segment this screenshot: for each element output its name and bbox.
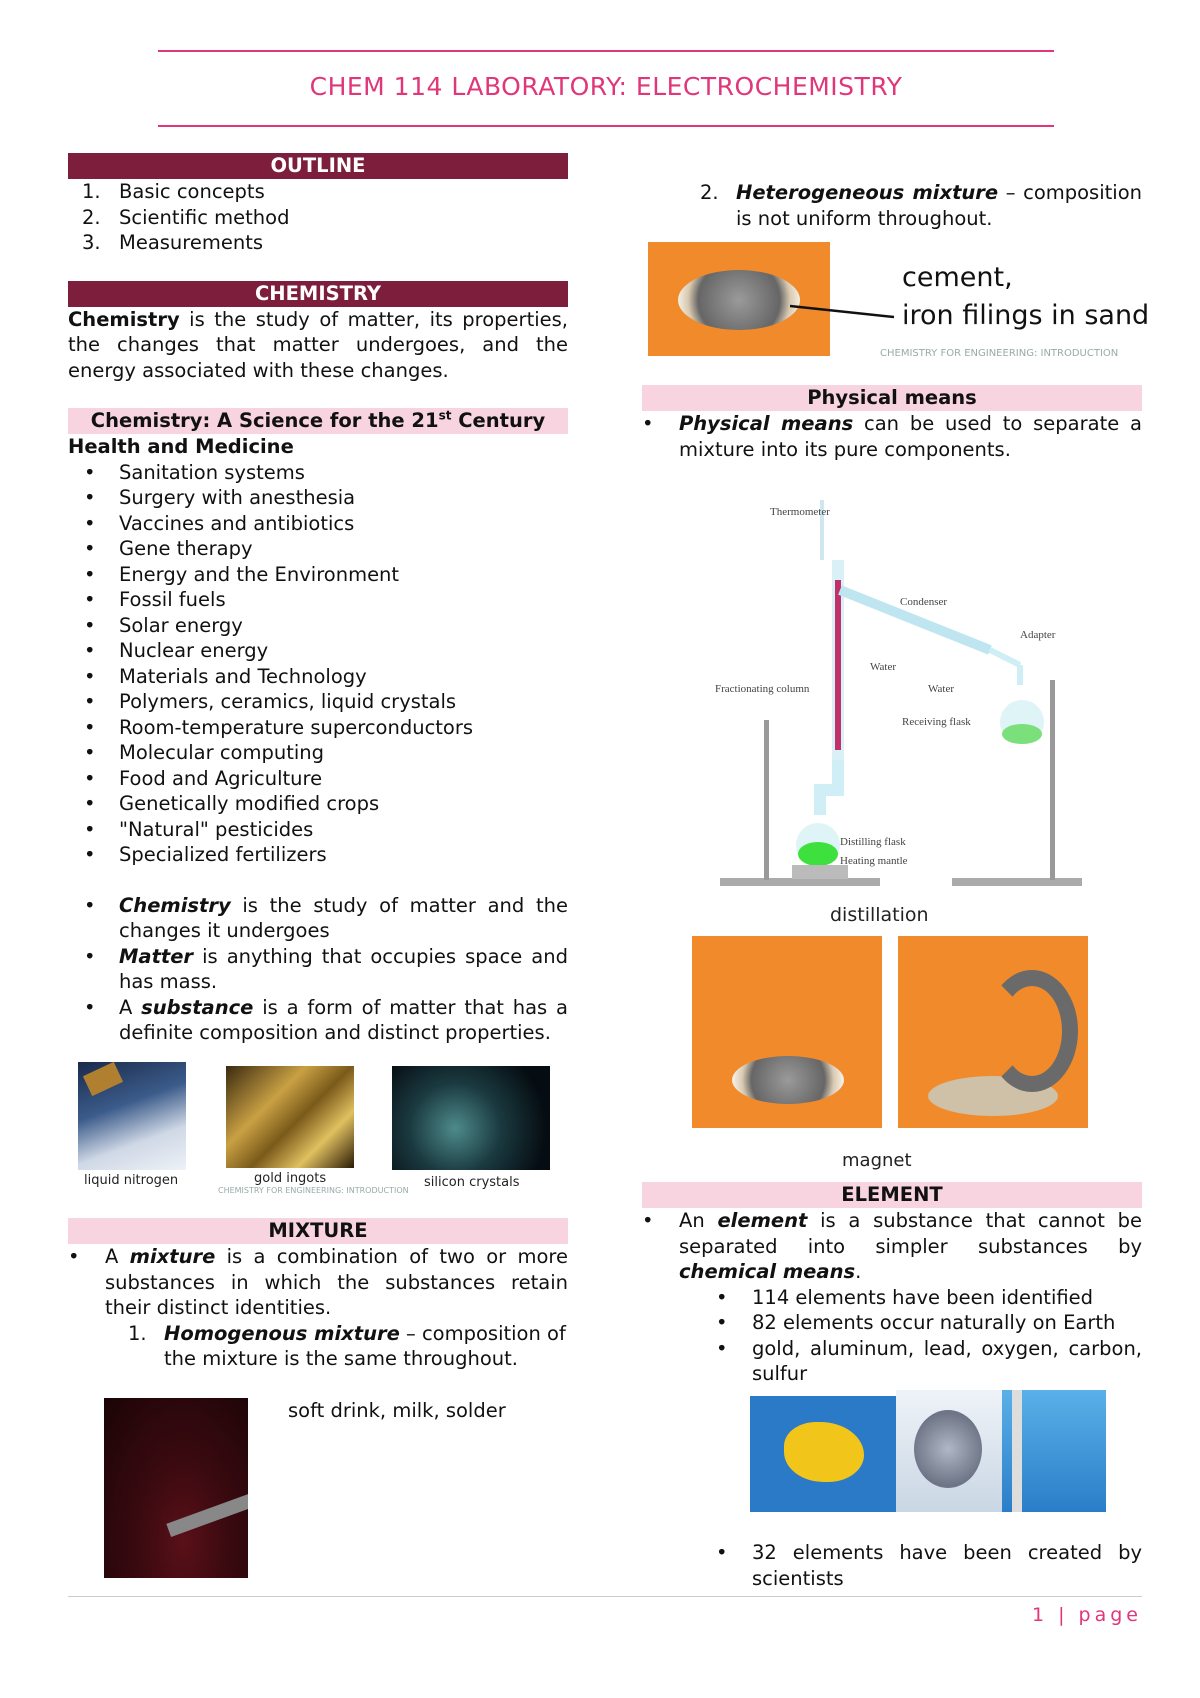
list-item: • gold, aluminum, lead, oxygen, carbon, sulfur [716, 1336, 1142, 1385]
page-title: CHEM 114 LABORATORY: ELECTROCHEMISTRY [309, 72, 903, 101]
definition-item: • A substance is a form of matter that has a definite composition and distinct properties. [68, 995, 568, 1046]
outline-item: 1. Basic concepts [82, 180, 265, 203]
label-distilling: Distilling flask [840, 836, 906, 848]
list-item: • Molecular computing [68, 740, 568, 766]
sulfur-photo [750, 1396, 896, 1512]
century-list [68, 460, 568, 868]
list-item: • Polymers, ceramics, liquid crystals [68, 689, 568, 715]
list-item: • 32 elements have been created by scientists [716, 1541, 1142, 1590]
element-definition: • An element is a substance that cannot be separated into simpler substances by chemical means. [642, 1208, 1142, 1285]
left-column [68, 153, 568, 1046]
health-subheading: Health and Medicine [68, 435, 294, 458]
mixture-list [68, 1244, 568, 1321]
distillation-diagram [700, 470, 1100, 890]
chemistry-definition: Chemistry is the study of matter, its properties, the changes that matter undergoes, and the energy associated with these changes. [68, 307, 568, 382]
definitions-list [68, 893, 568, 1046]
list-item: • Fossil fuels [68, 587, 568, 613]
homogenous-item: 1. Homogenous mixture – composition of the mixture is the same throughout. [128, 1321, 566, 1370]
label-thermometer: Thermometer [770, 506, 830, 518]
liquid-nitrogen-photo [78, 1062, 186, 1170]
element-last [642, 1540, 1142, 1591]
caption: liquid nitrogen [84, 1173, 179, 1188]
list-item: • Specialized fertilizers [68, 842, 568, 868]
magnet-photo [898, 936, 1088, 1128]
list-item: • Materials and Technology [68, 664, 568, 690]
solder-photo [104, 1398, 248, 1578]
page-number: 1 | page [1031, 1604, 1142, 1626]
list-item: • Surgery with anesthesia [68, 485, 568, 511]
outline-item: 2. Scientific method [82, 205, 290, 229]
image-credit: CHEMISTRY FOR ENGINEERING: INTRODUCTION [218, 1186, 409, 1195]
label-receiving: Receiving flask [902, 716, 971, 728]
physical-list [642, 411, 1142, 462]
list-item: • Vaccines and antibiotics [68, 511, 568, 537]
image-credit: CHEMISTRY FOR ENGINEERING: INTRODUCTION [880, 348, 1119, 359]
list-item: • "Natural" pesticides [68, 817, 568, 843]
magnet-caption: magnet [842, 1150, 912, 1171]
gold-ingots-photo [226, 1066, 354, 1168]
iron-filings-photo [648, 242, 830, 356]
heterogeneous-item: 2. Heterogeneous mixture – composition is not uniform throughout. [700, 181, 1142, 230]
list-item: • Sanitation systems [68, 460, 568, 486]
element-facts [642, 1285, 1142, 1387]
distillation-caption: distillation [830, 904, 929, 926]
label-column: Fractionating column [715, 683, 810, 695]
outline-list [68, 179, 568, 256]
list-item: • Solar energy [68, 613, 568, 639]
list-item: • Gene therapy [68, 536, 568, 562]
mixture-heading: MIXTURE [68, 1218, 568, 1244]
silicon-crystals-photo [392, 1066, 550, 1170]
right-column-top [642, 180, 1142, 231]
list-item: • Nuclear energy [68, 638, 568, 664]
list-item: • 114 elements have been identified [716, 1285, 1094, 1309]
title-underline [158, 125, 1054, 127]
mixture-section [68, 1218, 568, 1372]
element-heading: ELEMENT [642, 1182, 1142, 1208]
physical-definition: • Physical means can be used to separate a mixture into its pure components. [642, 411, 1142, 462]
aluminum-photo [1002, 1390, 1106, 1512]
list-item: • Energy and the Environment [68, 562, 568, 588]
definition-item: • Matter is anything that occupies space and has mass. [68, 944, 568, 995]
definition-item: • Chemistry is the study of matter and the changes it undergoes [68, 893, 568, 944]
hetero-example-2: iron filings in sand [902, 300, 1150, 331]
label-water: Water [870, 661, 896, 673]
label-adapter: Adapter [1020, 629, 1056, 641]
hetero-example-1: cement, [902, 262, 1013, 293]
list-item: • Food and Agriculture [68, 766, 568, 792]
footer-rule [68, 1596, 1142, 1597]
element-facts-2 [642, 1540, 1142, 1591]
pointer-arrow [790, 300, 900, 322]
sand-iron-photo [692, 936, 882, 1128]
list-item: • Genetically modified crops [68, 791, 568, 817]
outline-heading: OUTLINE [68, 153, 568, 179]
label-mantle: Heating mantle [840, 855, 908, 867]
physical-heading: Physical means [642, 385, 1142, 411]
outline-item: 3. Measurements [82, 231, 264, 254]
top-rule [158, 50, 1054, 52]
chemistry-heading: CHEMISTRY [68, 281, 568, 307]
label-water: Water [928, 683, 954, 695]
element-list [642, 1208, 1142, 1285]
label-condenser: Condenser [900, 596, 948, 608]
century-heading: Chemistry: A Science for the 21st Century [68, 408, 568, 434]
caption: gold ingots [254, 1171, 327, 1186]
caption: silicon crystals [424, 1175, 520, 1190]
list-item: • Room-temperature superconductors [68, 715, 568, 741]
physical-section [642, 385, 1142, 462]
list-item: • 82 elements occur naturally on Earth [716, 1311, 1116, 1334]
element-section [642, 1182, 1142, 1387]
carbon-photo [896, 1390, 1002, 1512]
mixture-definition: • A mixture is a combination of two or more substances in which the substances retain their distinct identities. [68, 1244, 568, 1321]
homogenous-examples: soft drink, milk, solder [288, 1399, 506, 1422]
